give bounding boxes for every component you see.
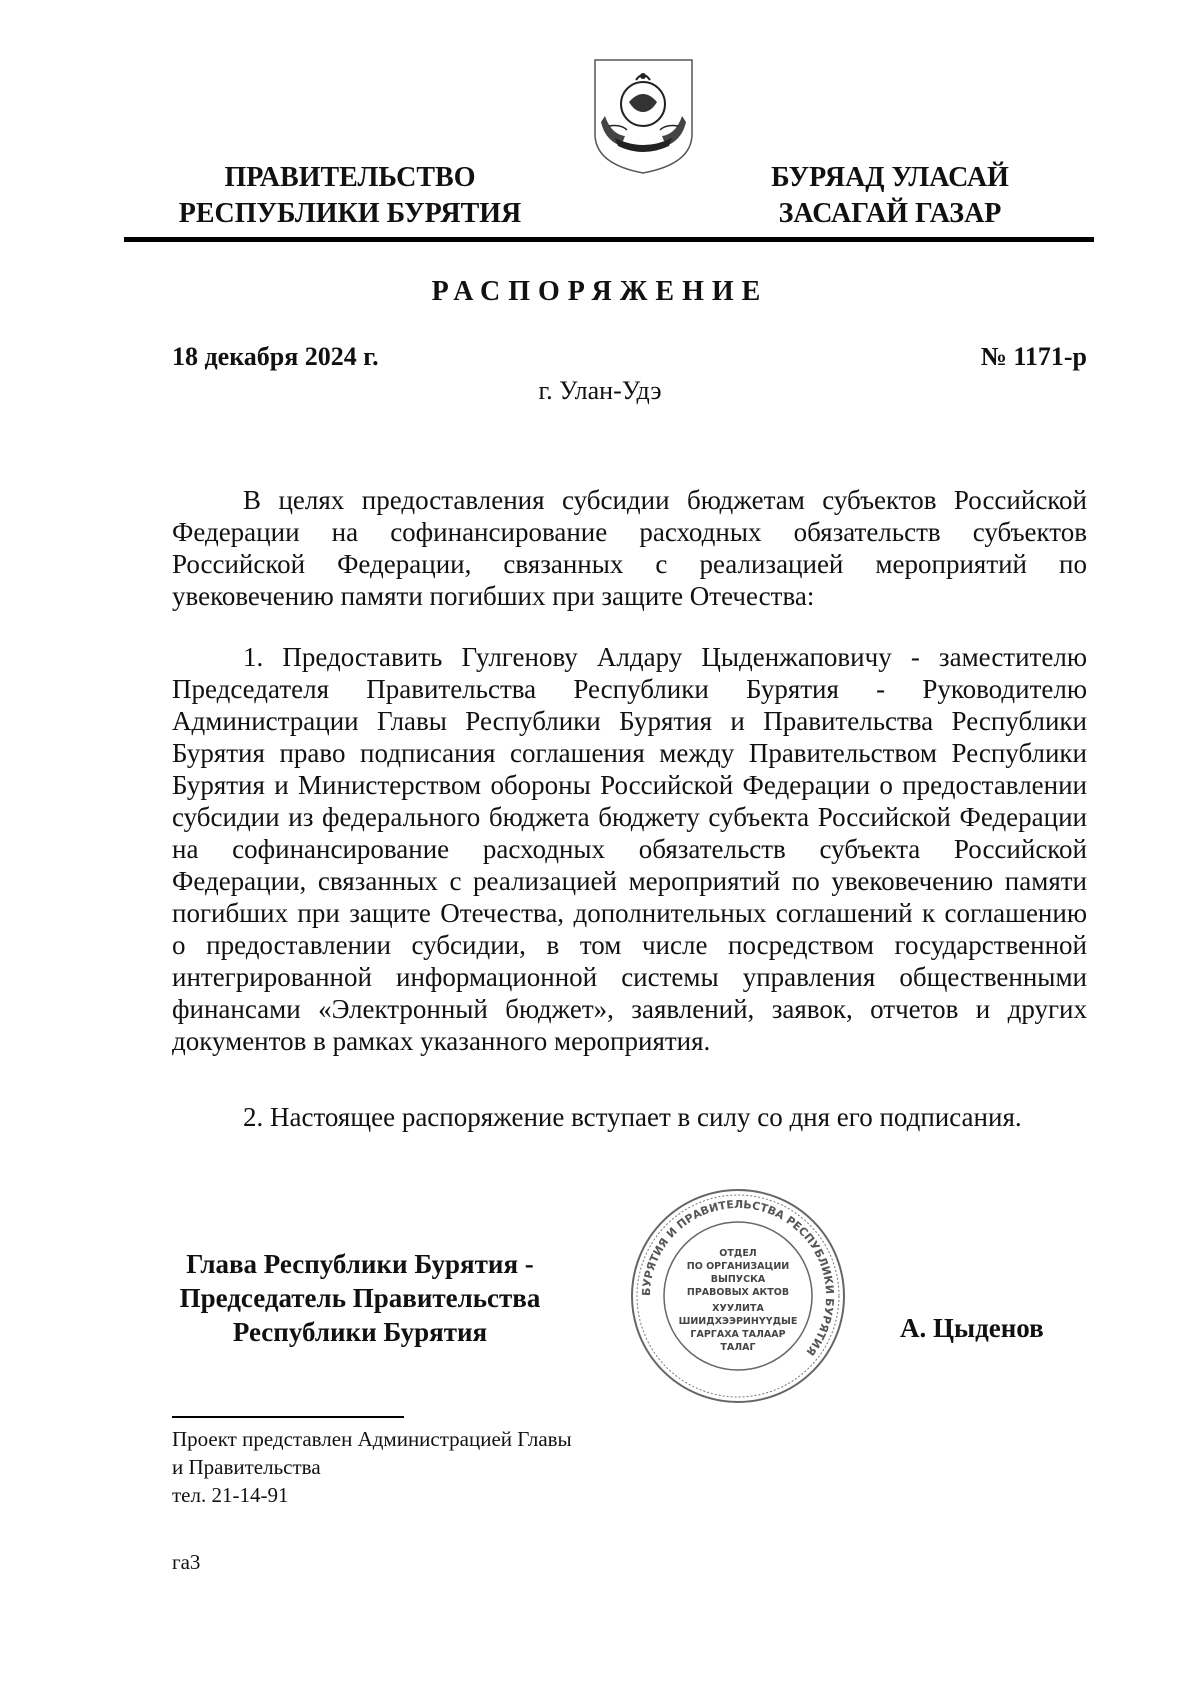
- paragraph-item-2: [172, 1101, 1087, 1133]
- footnote-divider: [172, 1416, 404, 1418]
- header-right: [690, 160, 1090, 232]
- header-divider: [124, 237, 1094, 242]
- signatory-name: А. Цыденов: [900, 1313, 1044, 1343]
- header-right-line2: ЗАСАГАЙ ГАЗАР: [778, 198, 1002, 229]
- stamp-line-7: ГАРГАХА ТАЛААР: [690, 1329, 786, 1340]
- signatory-title-line2: Председатель Правительства: [179, 1283, 541, 1313]
- document-type: РАСПОРЯЖЕНИЕ: [431, 276, 769, 307]
- stamp-line-5: ХУУЛИТА: [712, 1303, 764, 1314]
- footnote-line3: тел. 21-14-91: [172, 1483, 289, 1507]
- footnote-line1: Проект представлен Администрацией Главы: [172, 1427, 572, 1451]
- coat-of-arms-emblem: [591, 56, 696, 176]
- paragraph-intro: [172, 484, 1087, 612]
- stamp-line-6: ШИИДХЭЭРИНҮҮДЫЕ: [678, 1316, 798, 1327]
- paragraph-item-1-text: 1. Предоставить Гулгенову Алдару Цыденжаповичу - заместителю Председателя Правительства Республики Бурятия - Руководителю Администрации Главы Республики Бурятия и Правительства Республики Бурятия право подписания соглашения между Правительством Республики Бурятия и Министерством обороны Российской Федерации о предоставлении субсидии из федерального бюджета бюджету субъекта Российской Федерации на софинансирование расходных обязательств субъекта Российской Федерации, связанных с реализацией мероприятий по увековечению памяти погибших при защите Отечества, дополнительных соглашений к соглашению о предоставлении субсидии, в том числе посредством государственной интегрированной информационной системы управления общественными финансами «Электронный бюджет», заявлений, заявок, отчетов и других документов в рамках указанного мероприятия.: [172, 642, 1087, 1056]
- footnote: [172, 1425, 572, 1509]
- signatory-title-line3: Республики Бурятия: [232, 1317, 488, 1347]
- stamp-line-4: ПРАВОВЫХ АКТОВ: [686, 1287, 790, 1298]
- document-date: 18 декабря 2024 г.: [172, 342, 379, 371]
- paragraph-item-1: [172, 641, 1087, 1057]
- header-left-line2: РЕСПУБЛИКИ БУРЯТИЯ: [178, 198, 522, 229]
- stamp-line-2: ПО ОРГАНИЗАЦИИ: [686, 1261, 790, 1272]
- signatory-title: [150, 1247, 570, 1349]
- header-right-line1: БУРЯАД УЛАСАЙ: [771, 162, 1009, 193]
- document-code: га3: [172, 1550, 201, 1574]
- stamp-line-8: ТАЛАГ: [720, 1342, 756, 1353]
- paragraph-intro-text: В целях предоставления субсидии бюджетам субъектов Российской Федерации на софинансирование расходных обязательств субъектов Российской Федерации, связанных с реализацией мероприятий по увековечению памяти погибших при защите Отечества:: [172, 485, 1087, 611]
- paragraph-item-2-text: 2. Настоящее распоряжение вступает в силу со дня его подписания.: [243, 1102, 1022, 1132]
- official-stamp: [628, 1186, 848, 1406]
- stamp-outer-text: БУРЯТИЯ И ПРАВИТЕЛЬСТВА РЕСПУБЛИКИ БУРЯТИЯ: [639, 1197, 837, 1359]
- stamp-line-1: ОТДЕЛ: [719, 1248, 757, 1259]
- document-city: г. Улан-Удэ: [538, 376, 662, 405]
- header-left: [150, 160, 550, 232]
- footnote-line2: и Правительства: [172, 1455, 321, 1479]
- signatory-title-line1: Глава Республики Бурятия -: [186, 1249, 534, 1279]
- header-left-line1: ПРАВИТЕЛЬСТВО: [224, 162, 476, 193]
- document-number: № 1171-р: [980, 342, 1087, 371]
- stamp-line-3: ВЫПУСКА: [710, 1274, 766, 1285]
